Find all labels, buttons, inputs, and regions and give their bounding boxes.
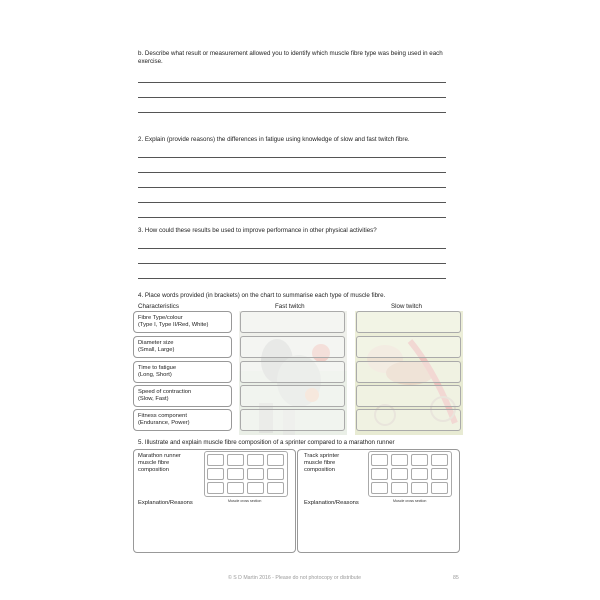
fibre-cell[interactable] bbox=[267, 454, 284, 466]
answer-line bbox=[138, 172, 446, 173]
characteristic-row bbox=[133, 336, 232, 358]
fibre-cell[interactable] bbox=[391, 454, 408, 466]
panel-title-line: Track sprinter bbox=[304, 453, 340, 459]
characteristic-title: Diameter size bbox=[138, 340, 174, 346]
characteristic-title: Fibre Type/colour bbox=[138, 315, 183, 321]
characteristic-row bbox=[133, 385, 232, 407]
fibre-cell[interactable] bbox=[207, 482, 224, 494]
fibre-cell[interactable] bbox=[391, 468, 408, 480]
fibre-cell[interactable] bbox=[371, 482, 388, 494]
characteristic-options: (Type I, Type II/Red, White) bbox=[138, 322, 209, 329]
fibre-cell[interactable] bbox=[411, 468, 428, 480]
fast-twitch-cell[interactable] bbox=[240, 409, 345, 431]
fibre-cell[interactable] bbox=[371, 468, 388, 480]
characteristic-row bbox=[133, 311, 232, 333]
question-4: 4. Place words provided (in brackets) on the chart to summarise each type of muscle fibre. bbox=[138, 292, 386, 299]
fibre-cell[interactable] bbox=[391, 482, 408, 494]
fibre-cell[interactable] bbox=[227, 454, 244, 466]
fibre-cell[interactable] bbox=[267, 468, 284, 480]
muscle-cross-section-grid[interactable] bbox=[204, 451, 288, 497]
column-header-characteristics: Characteristics bbox=[138, 303, 179, 310]
slow-twitch-cell[interactable] bbox=[356, 409, 461, 431]
question-5: 5. Illustrate and explain muscle fibre composition of a sprinter compared to a marathon runner bbox=[138, 439, 395, 446]
fibre-cell[interactable] bbox=[431, 454, 448, 466]
explanation-label: Explanation/Reasons bbox=[138, 500, 193, 506]
panel-title-line: Marathon runner bbox=[138, 453, 181, 459]
answer-line bbox=[138, 187, 446, 188]
characteristic-row bbox=[133, 361, 232, 383]
answer-line bbox=[138, 278, 446, 279]
characteristic-options: (Slow, Fast) bbox=[138, 396, 169, 403]
fibre-cell[interactable] bbox=[227, 468, 244, 480]
fibre-cell[interactable] bbox=[247, 468, 264, 480]
answer-line bbox=[138, 217, 446, 218]
characteristic-options: (Endurance, Power) bbox=[138, 420, 190, 427]
panel-title-line: composition bbox=[138, 467, 169, 473]
fibre-cell[interactable] bbox=[227, 482, 244, 494]
answer-line bbox=[138, 263, 446, 264]
fast-twitch-cell[interactable] bbox=[240, 385, 345, 407]
fibre-cell[interactable] bbox=[411, 482, 428, 494]
question-b: b. Describe what result or measurement allowed you to identify which muscle fibre type was being used in each exercise. bbox=[138, 50, 443, 65]
answer-line bbox=[138, 157, 446, 158]
slow-twitch-cell[interactable] bbox=[356, 336, 461, 358]
fibre-cell[interactable] bbox=[247, 482, 264, 494]
grid-caption: Muscle cross section bbox=[393, 499, 427, 503]
fibre-cell[interactable] bbox=[431, 482, 448, 494]
explanation-label: Explanation/Reasons bbox=[304, 500, 359, 506]
grid-caption: Muscle cross section bbox=[228, 499, 262, 503]
column-header-fast-twitch: Fast twitch bbox=[275, 303, 305, 310]
fibre-cell[interactable] bbox=[371, 454, 388, 466]
answer-line bbox=[138, 97, 446, 98]
characteristic-options: (Small, Large) bbox=[138, 347, 175, 354]
characteristic-title: Time to fatigue bbox=[138, 365, 177, 371]
copyright-notice: © S D Martin 2016 - Please do not photocopy or distribute bbox=[228, 575, 362, 581]
panel-title-line: muscle fibre bbox=[138, 460, 170, 466]
slow-twitch-cell[interactable] bbox=[356, 361, 461, 383]
characteristic-options: (Long, Short) bbox=[138, 372, 172, 379]
column-header-slow-twitch: Slow twitch bbox=[391, 303, 422, 310]
fast-twitch-cell[interactable] bbox=[240, 361, 345, 383]
fast-twitch-cell[interactable] bbox=[240, 311, 345, 333]
page-number: 85 bbox=[453, 575, 459, 581]
fast-twitch-cell[interactable] bbox=[240, 336, 345, 358]
fibre-cell[interactable] bbox=[207, 454, 224, 466]
characteristic-row bbox=[133, 409, 232, 431]
muscle-cross-section-grid[interactable] bbox=[368, 451, 452, 497]
fibre-cell[interactable] bbox=[247, 454, 264, 466]
characteristic-title: Fitness component bbox=[138, 413, 187, 419]
panel-title-line: composition bbox=[304, 467, 335, 473]
fibre-cell[interactable] bbox=[207, 468, 224, 480]
answer-line bbox=[138, 112, 446, 113]
characteristic-title: Speed of contraction bbox=[138, 389, 192, 395]
fibre-cell[interactable] bbox=[431, 468, 448, 480]
question-2: 2. Explain (provide reasons) the differences in fatigue using knowledge of slow and fast twitch fibre. bbox=[138, 136, 410, 143]
answer-line bbox=[138, 248, 446, 249]
panel-title-line: muscle fibre bbox=[304, 460, 336, 466]
question-3: 3. How could these results be used to improve performance in other physical activities? bbox=[138, 227, 377, 234]
slow-twitch-cell[interactable] bbox=[356, 311, 461, 333]
fibre-cell[interactable] bbox=[267, 482, 284, 494]
fibre-cell[interactable] bbox=[411, 454, 428, 466]
answer-line bbox=[138, 82, 446, 83]
slow-twitch-cell[interactable] bbox=[356, 385, 461, 407]
answer-line bbox=[138, 202, 446, 203]
